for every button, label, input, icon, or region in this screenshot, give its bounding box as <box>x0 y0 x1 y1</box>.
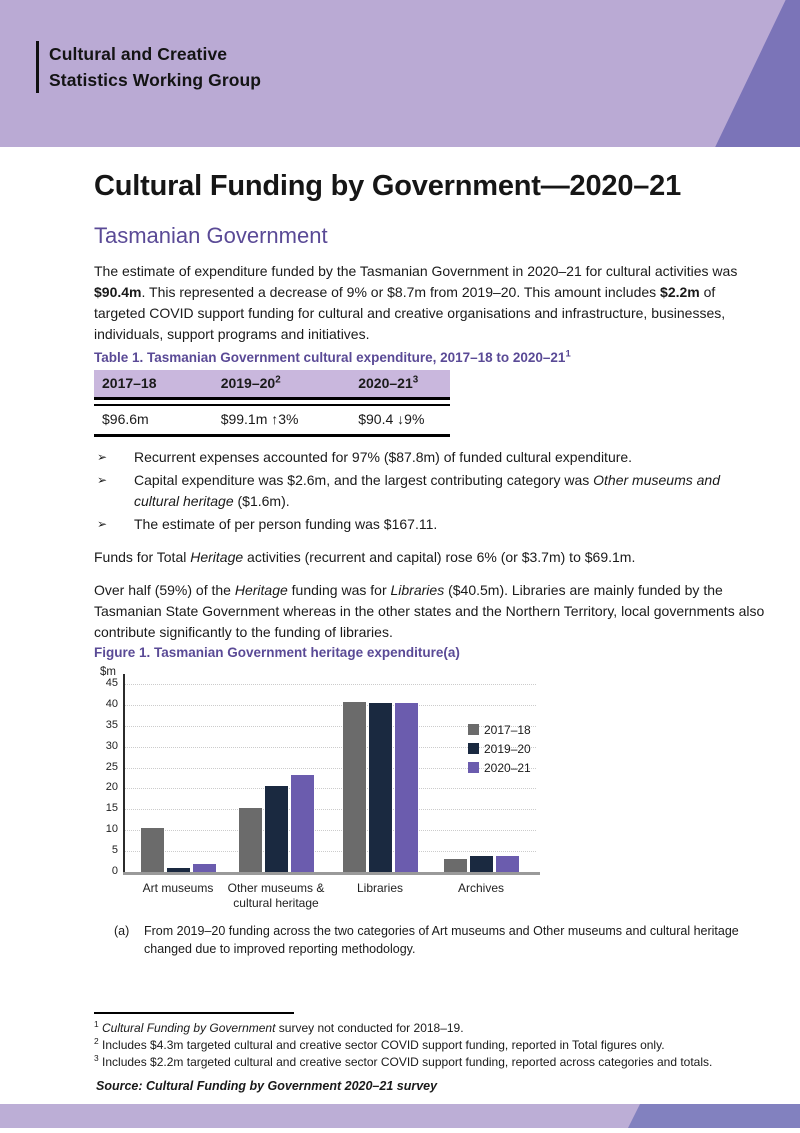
table-caption-superscript: 1 <box>565 348 571 360</box>
footnote <box>94 1037 766 1054</box>
legend-label: 2020–21 <box>484 760 531 775</box>
bar-2-2019–20 <box>265 786 288 872</box>
bullet-arrow-icon: ➢ <box>97 473 108 487</box>
x-axis-line <box>123 872 540 875</box>
footnotes-list <box>94 1020 766 1071</box>
org-name-line2: Statistics Working Group <box>49 70 262 90</box>
footer-banner <box>0 1104 800 1128</box>
table-header-cell: $2020-21^3$ <box>350 370 450 400</box>
header-superscript: 2 <box>275 374 281 386</box>
y-axis-tick-label: 45 <box>105 677 118 689</box>
key-points-list <box>94 447 766 535</box>
y-axis-tick-label: 20 <box>105 781 118 794</box>
table-data-cell: $90.4 ↓9% <box>350 404 450 437</box>
bar-3-2020–21 <box>395 703 418 872</box>
y-axis-tick-label: 15 <box>105 802 118 815</box>
gridline <box>125 684 536 685</box>
legend-swatch <box>468 724 479 735</box>
section-heading: Tasmanian Government <box>94 223 328 248</box>
bar-2-2017–18 <box>239 808 262 872</box>
y-axis-tick-label: 10 <box>105 823 118 836</box>
footnotes-section <box>94 1012 766 1071</box>
text-run: Libraries <box>390 582 445 598</box>
text-run: The estimate of per person funding was $167.11. <box>134 516 438 532</box>
figure-footnote-text: From 2019–20 funding across the two categories of Art museums and Other museums and cultural heritage changed due to improved reporting methodology. <box>144 924 739 956</box>
libraries-paragraph <box>94 580 766 643</box>
figure-footnote-marker: (a) <box>114 924 130 938</box>
figure-1-block <box>94 640 766 958</box>
y-axis-unit-label: $m <box>100 666 116 678</box>
table-data-cell: $99.1m ↑3% <box>213 404 351 437</box>
figure-1-chart <box>94 666 564 912</box>
figure-footnote <box>114 922 754 958</box>
table-header-cell: 2017–18 <box>94 370 213 400</box>
intro-paragraph <box>94 261 766 345</box>
table-data-cell: $96.6m <box>94 404 213 437</box>
bar-4-2019–20 <box>470 856 493 872</box>
text-run: activities (recurrent and capital) rose 6% (or $3.7m) to $69.1m. <box>243 549 636 565</box>
bullet-item <box>94 447 766 468</box>
text-run: Heritage <box>234 582 288 598</box>
x-axis-category-label: Other museums & cultural heritage <box>227 881 325 910</box>
text-run: Over half (59%) of the <box>94 582 235 598</box>
text-run: Capital expenditure was $2.6m, and the largest contributing category was <box>134 472 594 488</box>
text-run: The estimate of expenditure funded by the Tasmanian Government in 2020–21 for cultural activities was <box>94 263 738 279</box>
chart-legend <box>468 720 531 777</box>
x-axis-category-label: Archives <box>457 881 504 895</box>
y-axis-line <box>123 674 125 874</box>
text-run: Cultural Funding by Government <box>102 1021 276 1035</box>
legend-item <box>468 739 531 758</box>
bullet-arrow-icon: ➢ <box>97 517 108 531</box>
y-axis-tick-label: 5 <box>111 844 118 857</box>
bullet-text <box>134 447 632 468</box>
bar-3-2017–18 <box>343 702 366 872</box>
gridline <box>125 830 536 831</box>
footer-banner-diagonal-shape <box>0 1104 800 1128</box>
bar-3-2019–20 <box>369 703 392 872</box>
text-run: funding was for <box>287 582 391 598</box>
header-banner <box>0 0 800 147</box>
text-run: ($40.5m). Libraries are mainly funded by the Tasmanian State Government whereas in the other states and the Northern Territory, local governments also contribute significantly to the funding of libraries. <box>94 582 765 640</box>
org-name <box>49 41 261 93</box>
y-axis-tick-label: 35 <box>105 718 118 731</box>
org-logo-block <box>36 41 261 93</box>
bar-1-2019–20 <box>167 868 190 872</box>
footnote-superscript: 2 <box>94 1036 99 1046</box>
gridline <box>125 851 536 852</box>
heritage-paragraph <box>94 547 766 568</box>
table-caption-text: Table 1. Tasmanian Government cultural expenditure, 2017–18 to 2020–21 <box>94 350 566 365</box>
text-run: ($1.6m). <box>233 493 290 509</box>
x-axis-category-label: Art museums <box>142 881 214 895</box>
source-line: Source: Cultural Funding by Government 2020–21 survey <box>96 1079 438 1093</box>
bullet-text <box>134 514 437 535</box>
text-run: Includes $4.3m targeted cultural and creative sector COVID support funding, reported in Total figures only. <box>102 1038 665 1052</box>
footnote <box>94 1020 766 1037</box>
y-axis-tick-label: 30 <box>105 739 118 752</box>
legend-item <box>468 720 531 739</box>
legend-swatch <box>468 743 479 754</box>
text-run: Recurrent expenses accounted for 97% ($87.8m) of funded cultural expenditure. <box>134 449 633 465</box>
legend-label: 2017–18 <box>484 722 531 737</box>
bar-2-2020–21 <box>291 775 314 872</box>
figure-caption: Figure 1. Tasmanian Government heritage expenditure(a) <box>94 645 460 660</box>
gridline <box>125 809 536 810</box>
table-data-row <box>94 404 450 437</box>
legend-swatch <box>468 762 479 773</box>
footnote-separator <box>94 1012 294 1014</box>
text-run: Other museums and cultural heritage <box>134 472 720 509</box>
bullet-arrow-icon: ➢ <box>97 450 108 464</box>
content-column <box>0 147 800 643</box>
text-run: $2.2m <box>660 284 700 300</box>
text-run: $90.4m <box>94 284 142 300</box>
bullet-item <box>94 470 766 512</box>
bar-1-2020–21 <box>193 864 216 872</box>
org-logo-rule <box>36 41 39 93</box>
bar-4-2017–18 <box>444 859 467 872</box>
text-run: of targeted COVID support funding for cultural and creative organisations and infrastructure, businesses, individuals, support programs and initiatives. <box>94 284 726 342</box>
bar-1-2017–18 <box>141 828 164 872</box>
gridline <box>125 705 536 706</box>
text-run: . This represented a decrease of 9% or $8.7m from 2019–20. This amount includes <box>141 284 661 300</box>
text-run: Funds for Total <box>94 549 191 565</box>
table-1 <box>94 370 450 437</box>
bullet-text <box>134 470 766 512</box>
legend-label: 2019–20 <box>484 741 531 756</box>
footnote-superscript: 1 <box>94 1019 99 1029</box>
table-caption <box>94 349 766 367</box>
table-header-row <box>94 370 450 400</box>
table-header-cell: $2019-20^2$ <box>213 370 351 400</box>
y-axis-tick-label: 25 <box>105 760 118 773</box>
bullet-item <box>94 514 766 535</box>
y-axis-tick-label: 0 <box>111 865 118 877</box>
header-superscript: 3 <box>412 374 419 386</box>
footnote <box>94 1054 766 1071</box>
bar-4-2020–21 <box>496 856 519 872</box>
text-run: survey not conducted for 2018–19. <box>275 1021 464 1035</box>
text-run: Heritage <box>190 549 244 565</box>
gridline <box>125 788 536 789</box>
x-axis-category-label: Libraries <box>356 881 404 895</box>
footnote-superscript: 3 <box>94 1053 99 1063</box>
y-axis-tick-label: 40 <box>105 697 118 710</box>
text-run: Includes $2.2m targeted cultural and creative sector COVID support funding, reported across categories and totals. <box>102 1055 713 1069</box>
page-title: Cultural Funding by Government—2020–21 <box>94 170 682 202</box>
legend-item <box>468 758 531 777</box>
org-name-line1: Cultural and Creative <box>49 44 228 64</box>
